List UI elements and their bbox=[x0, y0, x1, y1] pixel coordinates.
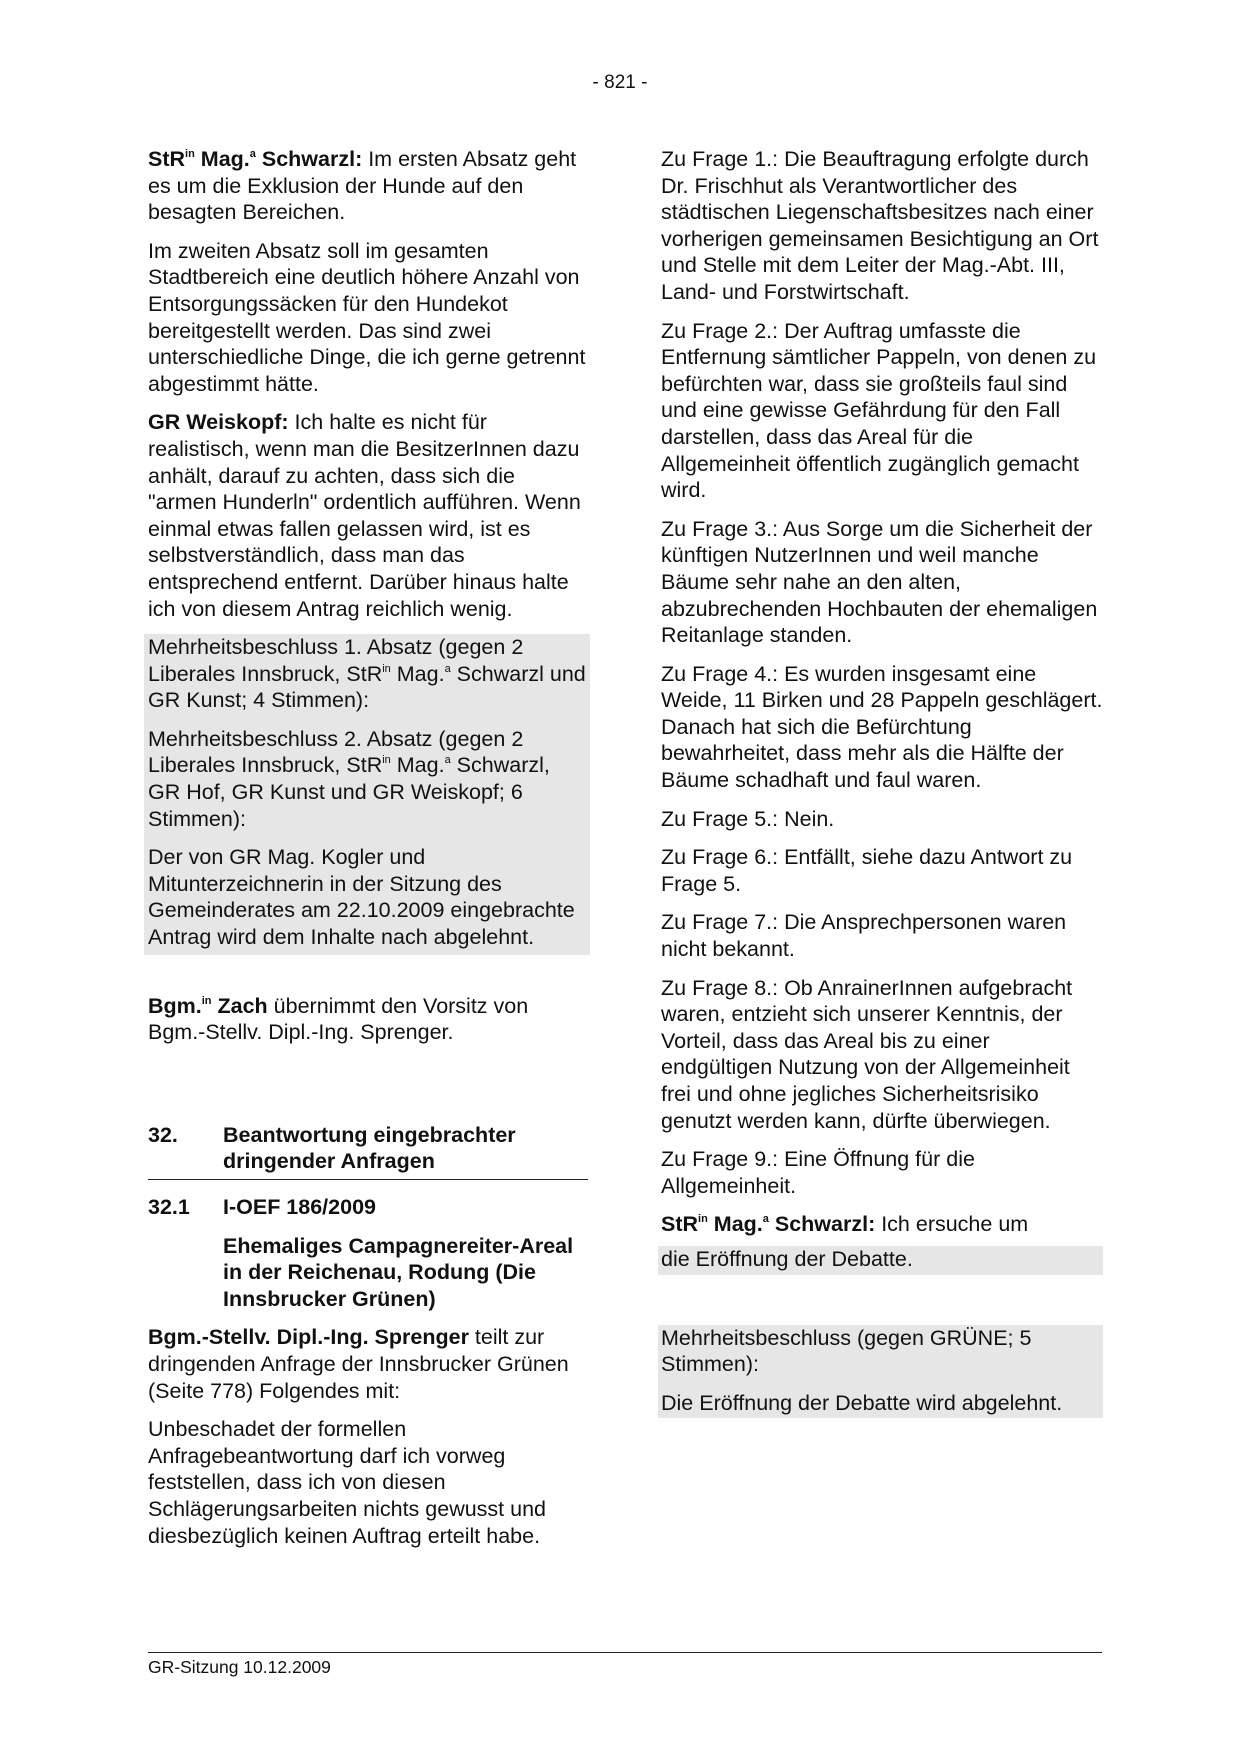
resolution-block bbox=[144, 634, 590, 955]
answer-8: Zu Frage 8.: Ob AnrainerInnen aufgebracht waren, entzieht sich unserer Kenntnis, der Vorteil, dass das Areal bis zu einer endgültigen Nutzung von der Allgemeinheit frei und ohne jegliches Sicherheitsrisiko genutzt werden kann, dürfte überwiegen. bbox=[661, 975, 1073, 1133]
speaker-name: Bgm.-Stellv. Dipl.-Ing. Sprenger bbox=[148, 1325, 469, 1350]
resolution-debate-2: Die Eröffnung der Debatte wird abgelehnt. bbox=[661, 1390, 1063, 1415]
answer-4: Zu Frage 4.: Es wurden insgesamt eine Weide, 11 Birken und 28 Pappeln geschlägert. Danach hat sich die Befürchtung bewahrheitet, dass mehr als die Hälfte der Bäume schadhaft und faul waren. bbox=[661, 661, 1103, 793]
resolution-1: Mehrheitsbeschluss 1. Absatz (gegen 2 Liberales Innsbruck, StR$^{in}$ Mag.$^a$ Schwarzl und GR Kunst; 4 Stimmen): bbox=[148, 635, 586, 713]
speaker-name: GR Weiskopf: bbox=[148, 410, 289, 435]
answer-2: Zu Frage 2.: Der Auftrag umfasste die Entfernung sämtlicher Pappeln, von denen zu befürchten war, dass sie großteils faul sind und eine gewisse Gefährdung für den Fall darstellen, dass das Areal für die Allgemeinheit öffentlich zugänglich gemacht wird. bbox=[661, 318, 1097, 503]
speaker-name: StR$^{in}$ Mag.$^a$ Schwarzl: bbox=[661, 1212, 876, 1237]
section-heading-32: 32. Beantwortung eingebrachter dringender Anfragen bbox=[148, 1122, 588, 1180]
resolution-2: Mehrheitsbeschluss 2. Absatz (gegen 2 Liberales Innsbruck, StR$^{in}$ Mag.$^a$ Schwarzl, GR Hof, GR Kunst und GR Weiskopf; 6 Stimmen): bbox=[148, 726, 550, 831]
resolution-3: Der von GR Mag. Kogler und Mitunterzeichnerin in der Sitzung des Gemeinderates am 22.10.2009 eingebrachte Antrag wird dem Inhalte nach abgelehnt. bbox=[148, 845, 575, 950]
answer-5: Zu Frage 5.: Nein. bbox=[661, 806, 835, 831]
paragraph-sprenger-2: Unbeschadet der formellen Anfragebeantwortung darf ich vorweg feststellen, dass ich von diesen Schlägerungsarbeiten nichts gewusst und diesbezüglich keinen Auftrag erteilt habe. bbox=[148, 1417, 547, 1548]
page-number: - 821 - bbox=[592, 72, 648, 93]
section-subtitle: Ehemaliges Campagnereiter-Areal in der Reichenau, Rodung (Die Innsbrucker Grünen) bbox=[223, 1233, 574, 1311]
answer-9: Zu Frage 9.: Eine Öffnung für die Allgemeinheit. bbox=[661, 1147, 975, 1198]
answer-6: Zu Frage 6.: Entfällt, siehe dazu Antwort zu Frage 5. bbox=[661, 845, 1073, 896]
resolution-debate bbox=[658, 1325, 1103, 1419]
paragraph-schwarzl-2: Im zweiten Absatz soll im gesamten Stadtbereich eine deutlich höhere Anzahl von Entsorgungssäcken für den Hundekot bereitgestellt werden. Das sind zwei unterschiedliche Dinge, die ich gerne getrennt abgestimmt hätte. bbox=[148, 238, 586, 396]
request-shaded: die Eröffnung der Debatte. bbox=[658, 1246, 1103, 1275]
paragraph-chair-change: Bgm.$^{in}$ Zach übernimmt den Vorsitz von Bgm.-Stellv. Dipl.-Ing. Sprenger. bbox=[148, 993, 529, 1045]
paragraph-sprenger: Bgm.-Stellv. Dipl.-Ing. Sprenger teilt zur dringenden Anfrage der Innsbrucker Grünen (Seite 778) Folgendes mit: bbox=[148, 1325, 569, 1403]
speaker-name: Bgm.$^{in}$ Zach bbox=[148, 993, 268, 1018]
paragraph-weiskopf: GR Weiskopf: Ich halte es nicht für realistisch, wenn man die BesitzerInnen dazu anhält, darauf zu achten, dass sich die "armen Hunderln" ordentlich aufführen. Wenn einmal etwas fallen gelassen wird, ist es selbstverständlich, dass man das entsprechend entfernt. Darüber hinaus halte ich von diesem Antrag reichlich wenig. bbox=[148, 410, 581, 621]
speaker-name: StR$^{in}$ Mag.$^a$ Schwarzl: bbox=[148, 147, 363, 171]
resolution-debate-1: Mehrheitsbeschluss (gegen GRÜNE; 5 Stimmen): bbox=[661, 1325, 1032, 1377]
left-column bbox=[148, 146, 588, 1561]
right-column bbox=[661, 146, 1103, 1418]
answer-3: Zu Frage 3.: Aus Sorge um die Sicherheit der künftigen NutzerInnen und weil manche Bäume sehr nahe an den alten, abzubrechenden Hochbauten der ehemaligen Reitanlage standen. bbox=[661, 516, 1098, 648]
section-heading-32-1: 32.1 I-OEF 186/2009 bbox=[148, 1195, 376, 1219]
paragraph-schwarzl-request: StR$^{in}$ Mag.$^a$ Schwarzl: Ich ersuche um bbox=[661, 1212, 1029, 1237]
paragraph-schwarzl-1: StR$^{in}$ Mag.$^a$ Schwarzl: Im ersten Absatz geht es um die Exklusion der Hunde auf den besagten Bereichen. bbox=[148, 147, 577, 225]
answer-7: Zu Frage 7.: Die Ansprechpersonen waren nicht bekannt. bbox=[661, 910, 1067, 962]
footer: GR-Sitzung 10.12.2009 bbox=[148, 1652, 1102, 1678]
answer-1: Zu Frage 1.: Die Beauftragung erfolgte durch Dr. Frischhut als Verantwortlicher des städtischen Liegenschaftsbesitzes nach einer vorherigen gemeinsamen Besichtigung an Ort und Stelle mit dem Leiter der Mag.-Abt. III, Land- und Forstwirtschaft. bbox=[661, 147, 1099, 304]
